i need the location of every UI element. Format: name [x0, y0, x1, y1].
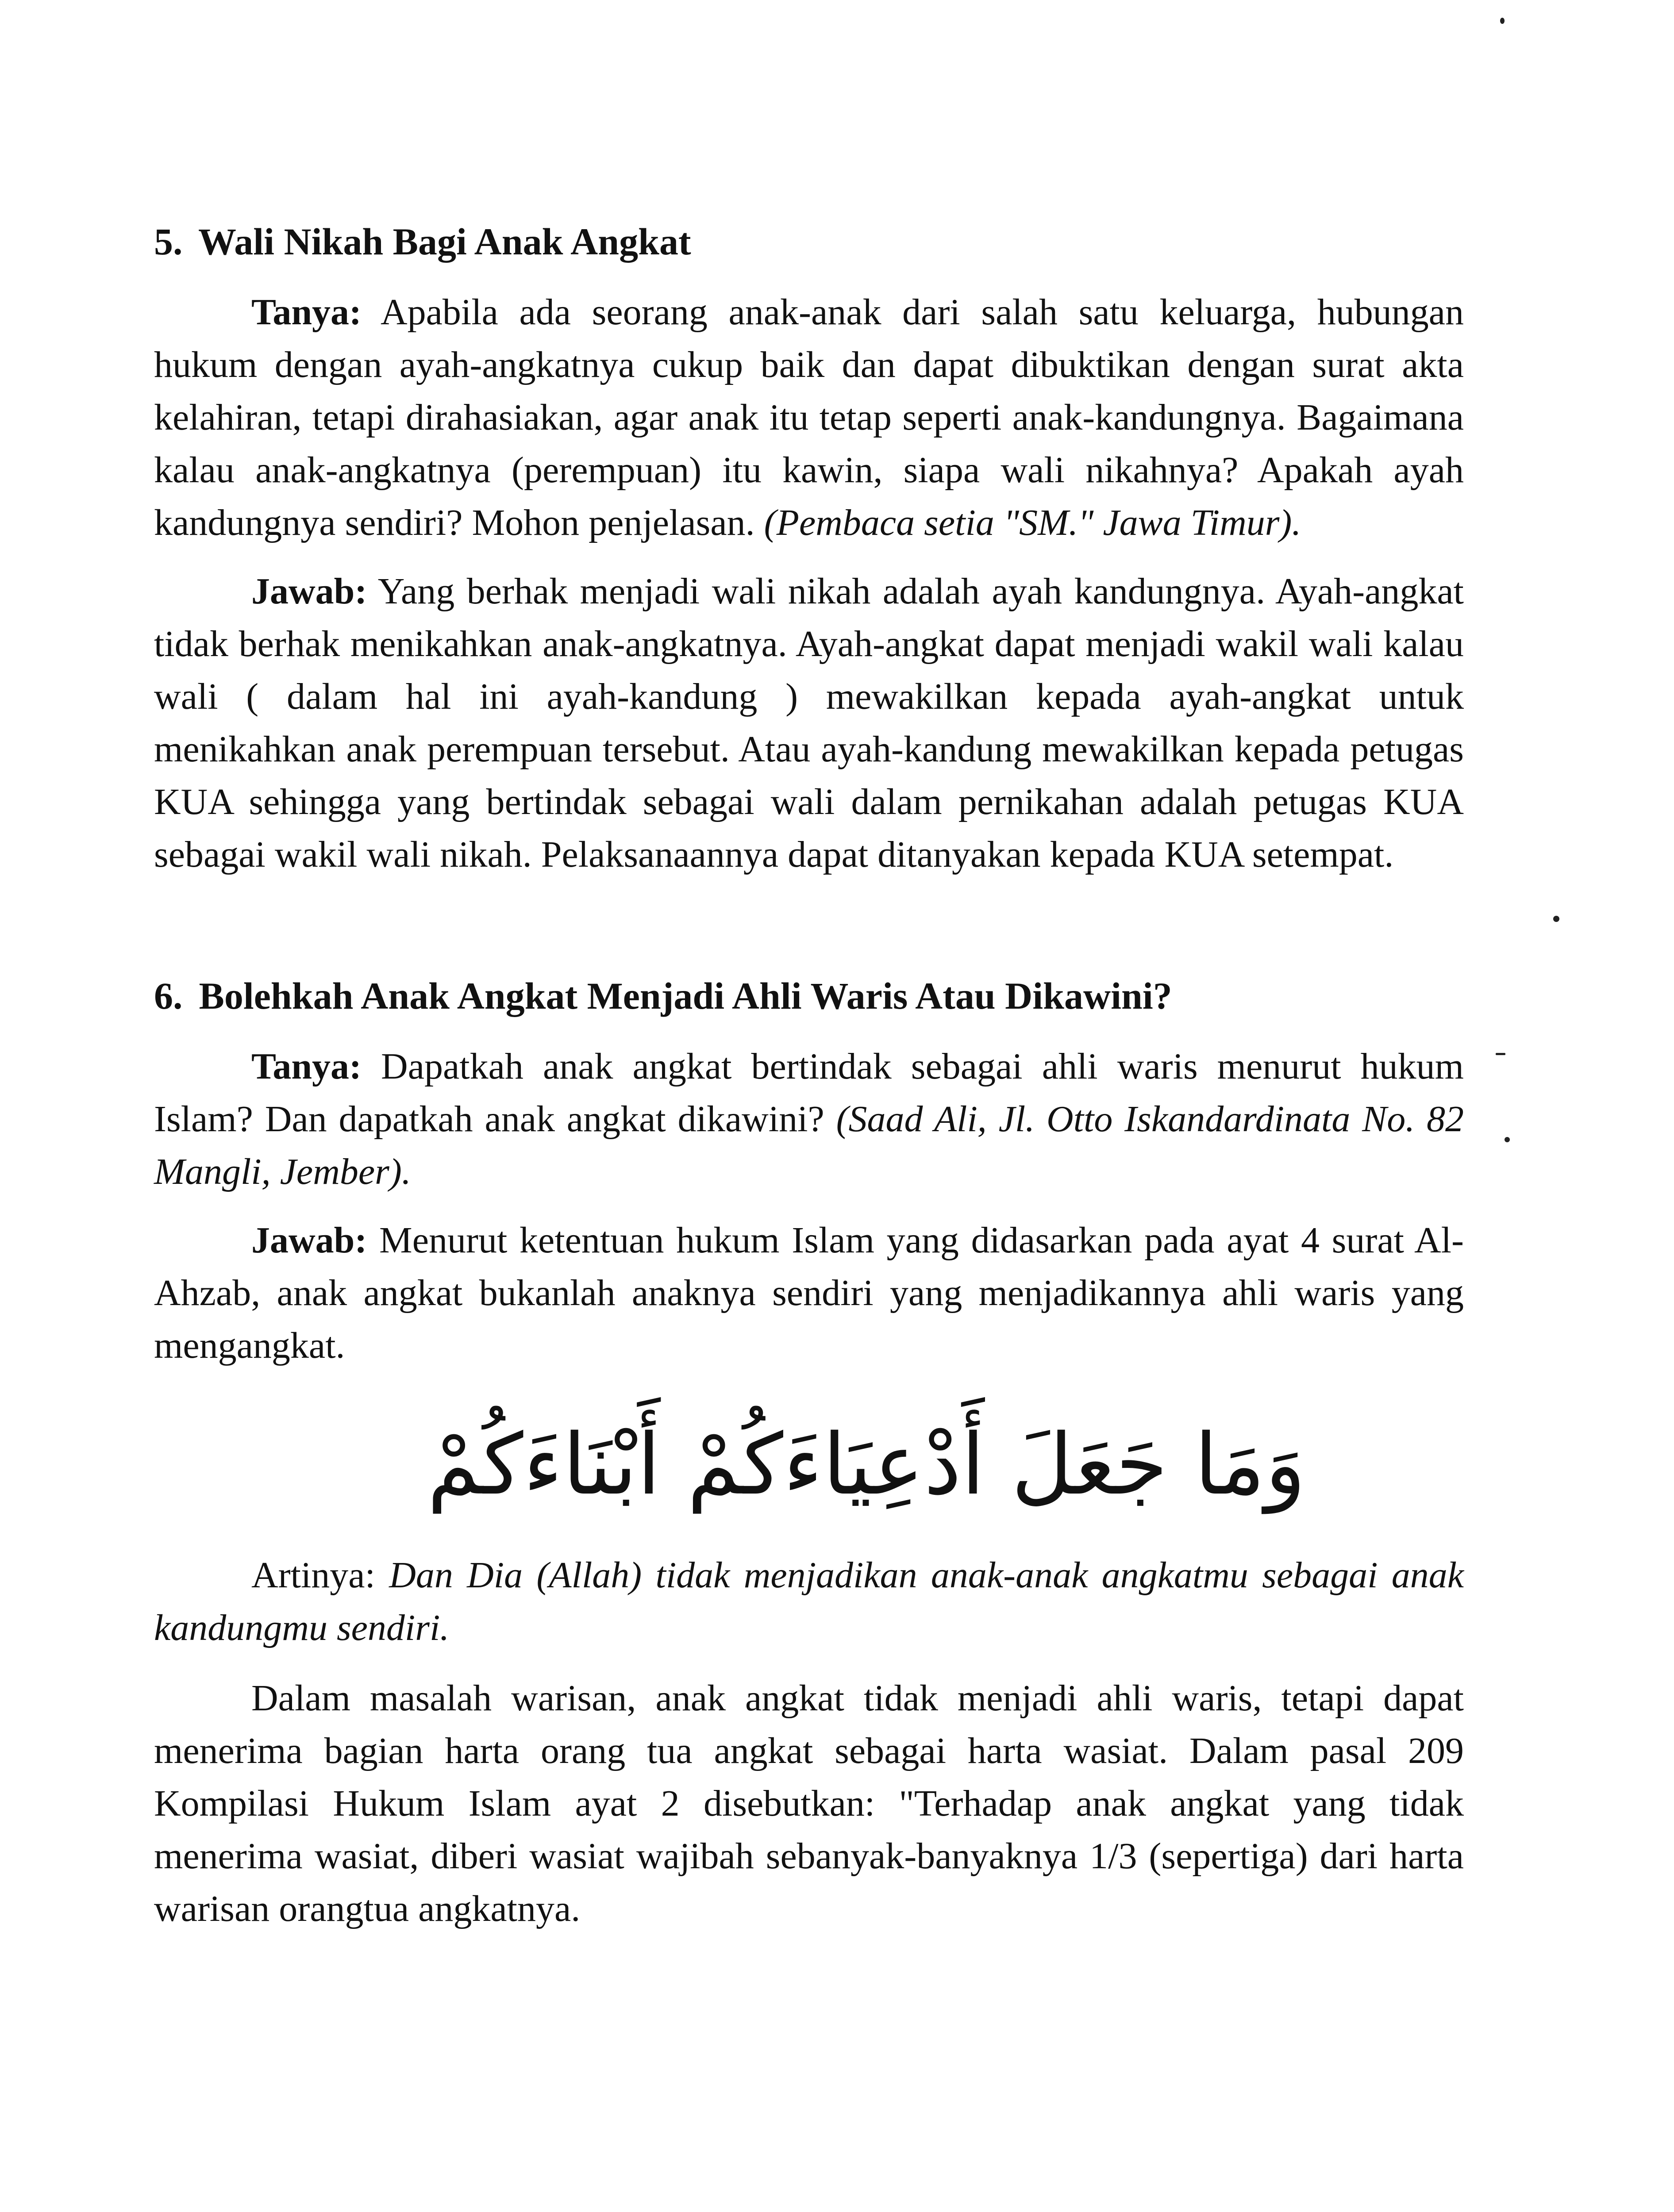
closing-paragraph: Dalam masalah warisan, anak angkat tidak menjadi ahli waris, tetapi dapat menerima bagian harta orang tua angkat sebagai harta wasiat. Dalam pasal 209 Kompilasi Hukum Islam ayat 2 disebutkan: "Terhadap anak angkat yang tidak menerima wasiat, diberi wasiat wajibah sebanyak-banyaknya 1/3 (sepertiga) dari harta warisan orangtua angkatnya. [154, 1678, 1464, 1929]
section-5-number: 5. [154, 220, 183, 263]
page-content [154, 217, 1464, 1951]
section-6-number: 6. [154, 975, 183, 1017]
translation-text: Dan Dia (Allah) tidak menjadikan anak-anak angkatmu sebagai anak kandungmu sendiri. [154, 1555, 1464, 1648]
section-6-answer [154, 1214, 1464, 1372]
answer-label: Jawab: [251, 1220, 367, 1261]
scan-speck [1496, 1053, 1505, 1055]
section-5-answer [154, 565, 1464, 881]
section-5-title: Wali Nikah Bagi Anak Angkat [198, 220, 691, 263]
scan-speck [1553, 916, 1559, 922]
question-label: Tanya: [251, 1046, 362, 1087]
scan-speck [1500, 18, 1505, 24]
section-gap [154, 897, 1464, 971]
question-source: (Pembaca setia "SM." Jawa Timur). [764, 502, 1301, 543]
question-label: Tanya: [251, 292, 362, 333]
section-6-title: Bolehkah Anak Angkat Menjadi Ahli Waris Atau Dikawini? [199, 975, 1172, 1017]
arabic-verse: وَمَا جَعَلَ أَدْعِيَاءَكُمْ أَبْنَاءَكُمْ [427, 1416, 1306, 1513]
question-text: Dapatkah anak angkat bertindak sebagai ahli waris menurut hukum Islam? Dan dapatkah anak angkat dikawini? [154, 1046, 1464, 1140]
section-5-question [154, 286, 1464, 549]
section-5-heading [154, 217, 1464, 266]
verse-translation [154, 1549, 1464, 1654]
answer-label: Jawab: [251, 571, 367, 612]
answer-text: Yang berhak menjadi wali nikah adalah ayah kandungnya. Ayah-angkat tidak berhak menikahkan anak-angkatnya. Ayah-angkat dapat menjadi wakil wali kalau wali ( dalam hal ini ayah-kandung ) mewakilkan kepada ayah-angkat untuk menikahkan anak perempuan tersebut. Atau ayah-kandung mewakilkan kepada petugas KUA sehingga yang bertindak sebagai wali dalam pernikahan adalah petugas KUA sebagai wakil wali nikah. Pelaksanaannya dapat ditanyakan kepada KUA setempat. [154, 571, 1464, 875]
answer-text: Menurut ketentuan hukum Islam yang didasarkan pada ayat 4 surat Al-Ahzab, anak angkat bukanlah anaknya sendiri yang menjadikannya ahli waris yang mengangkat. [154, 1220, 1464, 1366]
question-source: (Saad Ali, Jl. Otto Iskandardinata No. 82 Mangli, Jember). [154, 1098, 1464, 1192]
section-6-question [154, 1040, 1464, 1198]
scan-speck [1505, 1137, 1510, 1142]
section-6-heading [154, 971, 1464, 1021]
translation-label: Artinya: [251, 1555, 389, 1596]
question-text: Apabila ada seorang anak-anak dari salah satu keluarga, hubungan hukum dengan ayah-angkatnya cukup baik dan dapat dibuktikan dengan surat akta kelahiran, tetapi dirahasiakan, agar anak itu tetap seperti anak-kandungnya. Bagaimana kalau anak-angkatnya (perempuan) itu kawin, siapa wali nikahnya? Apakah ayah kandungnya sendiri? Mohon penjelasan. [154, 292, 1464, 543]
